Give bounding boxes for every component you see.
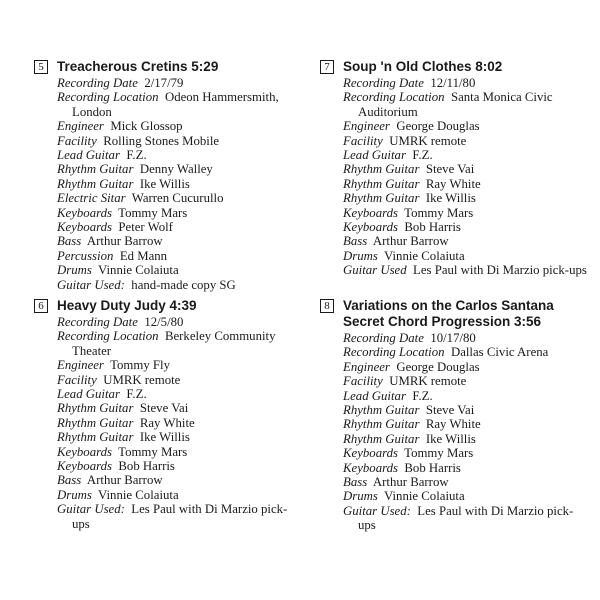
credit-line — [320, 263, 588, 277]
credit-line — [34, 315, 302, 329]
credit-value: Ray White — [425, 417, 481, 432]
credit-line — [34, 430, 302, 444]
credit-role: Guitar Used — [343, 263, 407, 278]
credit-role: Lead Guitar — [57, 148, 120, 163]
credit-role: Recording Date — [57, 315, 138, 329]
credit-value: Tommy Fly — [110, 358, 170, 373]
credit-line — [320, 345, 588, 359]
track-heading — [34, 298, 302, 314]
credit-role: Drums — [57, 263, 92, 278]
track-number-box: 5 — [34, 60, 48, 74]
credit-value: Dallas Civic Arena — [450, 345, 549, 360]
credit-role: Rhythm Guitar — [343, 176, 420, 191]
track-5 — [34, 59, 302, 292]
credit-line — [320, 191, 588, 205]
credit-line — [34, 148, 302, 162]
credit-line — [320, 489, 588, 503]
credit-role: Rhythm Guitar — [57, 415, 134, 430]
credit-value: Tommy Mars — [404, 446, 474, 461]
credit-value: Denny Walley — [139, 162, 213, 177]
credit-line — [320, 446, 588, 460]
credit-role: Rhythm Guitar — [343, 162, 420, 177]
credit-value: Les Paul with Di Marzio pick-ups — [72, 502, 288, 531]
credit-role: Facility — [343, 374, 383, 389]
credit-role: Recording Date — [57, 76, 138, 90]
credit-role: Bass — [57, 473, 82, 488]
credit-line — [320, 177, 588, 191]
credit-line — [34, 502, 302, 531]
credit-line — [320, 403, 588, 417]
credit-line — [34, 191, 302, 205]
credit-role: Lead Guitar — [57, 387, 120, 402]
credit-value: F.Z. — [126, 387, 147, 402]
credit-line — [34, 234, 302, 248]
credit-role: Rhythm Guitar — [343, 191, 420, 206]
credit-role: Facility — [57, 133, 97, 148]
credit-role: Recording Date — [343, 76, 424, 90]
credit-role: Engineer — [343, 359, 390, 374]
credit-value: hand-made copy SG — [131, 277, 236, 292]
credit-line — [320, 331, 588, 345]
credit-role: Bass — [343, 475, 368, 490]
credit-line — [34, 119, 302, 133]
credit-value: Arthur Barrow — [372, 475, 449, 490]
credit-line — [34, 177, 302, 191]
credit-line — [320, 374, 588, 388]
credit-role: Keyboards — [57, 205, 112, 220]
credit-value: Tommy Mars — [404, 205, 474, 220]
credit-line — [34, 445, 302, 459]
track-number-box: 6 — [34, 299, 48, 313]
credit-value: UMRK remote — [389, 374, 467, 389]
credit-role: Recording Location — [57, 90, 159, 105]
credit-role: Facility — [343, 133, 383, 148]
credit-line — [320, 432, 588, 446]
credit-role: Keyboards — [343, 220, 398, 235]
credit-role: Drums — [57, 487, 92, 502]
credit-line — [320, 504, 588, 533]
credit-value: George Douglas — [396, 119, 480, 134]
credit-line — [34, 220, 302, 234]
credit-role: Percussion — [57, 248, 114, 263]
credit-role: Bass — [57, 234, 82, 249]
credit-value: Tommy Mars — [118, 444, 188, 459]
credit-role: Engineer — [57, 119, 104, 134]
credit-line — [34, 373, 302, 387]
credit-line — [34, 358, 302, 372]
credit-value: 2/17/79 — [144, 76, 184, 90]
credit-line — [34, 329, 302, 358]
credit-line — [34, 459, 302, 473]
credit-value: Vinnie Colaiuta — [98, 263, 179, 278]
credit-value: Arthur Barrow — [86, 473, 163, 488]
credit-role: Rhythm Guitar — [57, 162, 134, 177]
credit-value: F.Z. — [412, 148, 433, 163]
credit-line — [320, 206, 588, 220]
credit-role: Keyboards — [343, 205, 398, 220]
credit-role: Keyboards — [343, 460, 398, 475]
credit-role: Keyboards — [57, 459, 112, 474]
credit-role: Recording Location — [343, 90, 445, 105]
credit-role: Electric Sitar — [57, 191, 126, 206]
credit-value: Warren Cucurullo — [131, 191, 224, 206]
track-number-box: 7 — [320, 60, 334, 74]
credit-role: Recording Location — [57, 329, 159, 344]
credit-line — [320, 134, 588, 148]
credit-value: Ray White — [139, 415, 195, 430]
credits-list — [34, 315, 302, 531]
credit-role: Drums — [343, 489, 378, 504]
credit-role: Facility — [57, 372, 97, 387]
credit-line — [34, 249, 302, 263]
credit-role: Guitar Used: — [343, 503, 411, 518]
track-heading — [320, 59, 588, 75]
credit-value: Les Paul with Di Marzio pick-ups — [413, 263, 587, 278]
credit-line — [320, 360, 588, 374]
credit-role: Drums — [343, 248, 378, 263]
credit-value: Bob Harris — [118, 459, 175, 474]
credit-role: Bass — [343, 234, 368, 249]
credit-line — [34, 134, 302, 148]
credit-role: Recording Location — [343, 345, 445, 360]
credit-line — [320, 90, 588, 119]
credit-value: Tommy Mars — [118, 205, 188, 220]
credit-line — [320, 162, 588, 176]
track-title: Soup 'n Old Clothes 8:02 — [343, 59, 503, 74]
credits-list — [320, 331, 588, 533]
track-heading — [34, 59, 302, 75]
credit-value: Ike Willis — [139, 176, 190, 191]
credit-role: Keyboards — [343, 446, 398, 461]
credit-line — [320, 220, 588, 234]
credit-line — [34, 76, 302, 90]
credit-value: Ed Mann — [119, 248, 168, 263]
credit-role: Rhythm Guitar — [57, 401, 134, 416]
credit-line — [320, 76, 588, 90]
credit-role: Rhythm Guitar — [343, 403, 420, 418]
credit-value: Bob Harris — [404, 220, 461, 235]
credits-list — [320, 76, 588, 278]
credit-role: Engineer — [343, 119, 390, 134]
credit-value: UMRK remote — [103, 372, 181, 387]
credit-line — [34, 162, 302, 176]
track-number-box: 8 — [320, 299, 334, 313]
credit-value: Arthur Barrow — [372, 234, 449, 249]
credit-line — [320, 417, 588, 431]
credit-line — [320, 148, 588, 162]
credit-value: F.Z. — [412, 388, 433, 403]
track-6 — [34, 298, 302, 531]
credit-line — [320, 234, 588, 248]
credit-line — [320, 119, 588, 133]
credit-value: Ike Willis — [139, 430, 190, 445]
credit-line — [34, 488, 302, 502]
credit-role: Guitar Used: — [57, 502, 125, 517]
credit-line — [34, 416, 302, 430]
track-heading — [320, 298, 588, 330]
credit-value: Vinnie Colaiuta — [384, 248, 465, 263]
credit-value: Vinnie Colaiuta — [98, 487, 179, 502]
credit-value: 12/11/80 — [430, 76, 476, 90]
credit-value: Odeon Hammersmith, London — [72, 90, 279, 119]
credit-value: Steve Vai — [139, 401, 189, 416]
credit-value: 10/17/80 — [430, 331, 476, 345]
credit-role: Guitar Used: — [57, 277, 125, 292]
credit-role: Keyboards — [57, 220, 112, 235]
credit-value: Ray White — [425, 176, 481, 191]
credit-line — [34, 278, 302, 292]
credit-value: F.Z. — [126, 148, 147, 163]
credit-line — [320, 461, 588, 475]
credit-value: Arthur Barrow — [86, 234, 163, 249]
track-title: Treacherous Cretins 5:29 — [57, 59, 219, 74]
credit-value: Berkeley Community Theater — [72, 329, 276, 358]
credits-list — [34, 76, 302, 292]
credit-role: Rhythm Guitar — [57, 176, 134, 191]
credit-role: Lead Guitar — [343, 388, 406, 403]
credit-value: UMRK remote — [389, 133, 467, 148]
credit-line — [320, 249, 588, 263]
credit-value: Rolling Stones Mobile — [103, 133, 220, 148]
credit-value: Mick Glossop — [110, 119, 183, 134]
credit-value: Santa Monica Civic Auditorium — [358, 90, 553, 119]
credit-value: 12/5/80 — [144, 315, 184, 329]
track-8 — [320, 298, 588, 533]
credit-line — [34, 473, 302, 487]
credit-line — [34, 401, 302, 415]
credit-value: George Douglas — [396, 359, 480, 374]
credit-value: Ike Willis — [425, 191, 476, 206]
credit-role: Rhythm Guitar — [57, 430, 134, 445]
credit-value: Peter Wolf — [118, 220, 173, 235]
credit-line — [34, 263, 302, 277]
credit-value: Vinnie Colaiuta — [384, 489, 465, 504]
credit-role: Recording Date — [343, 331, 424, 345]
credit-role: Rhythm Guitar — [343, 417, 420, 432]
credit-value: Bob Harris — [404, 460, 461, 475]
credit-line — [34, 90, 302, 119]
credit-value: Les Paul with Di Marzio pick-ups — [358, 503, 574, 533]
credit-line — [320, 475, 588, 489]
credit-role: Lead Guitar — [343, 148, 406, 163]
credit-role: Keyboards — [57, 444, 112, 459]
credit-line — [34, 387, 302, 401]
credit-role: Engineer — [57, 358, 104, 373]
track-title: Heavy Duty Judy 4:39 — [57, 298, 197, 313]
track-7 — [320, 59, 588, 278]
credit-value: Steve Vai — [425, 162, 475, 177]
credit-value: Steve Vai — [425, 403, 475, 418]
credit-line — [320, 389, 588, 403]
track-title: Variations on the Carlos Santana Secret Chord Progression 3:56 — [343, 298, 554, 329]
credit-line — [34, 206, 302, 220]
credit-value: Ike Willis — [425, 431, 476, 446]
credit-role: Rhythm Guitar — [343, 431, 420, 446]
